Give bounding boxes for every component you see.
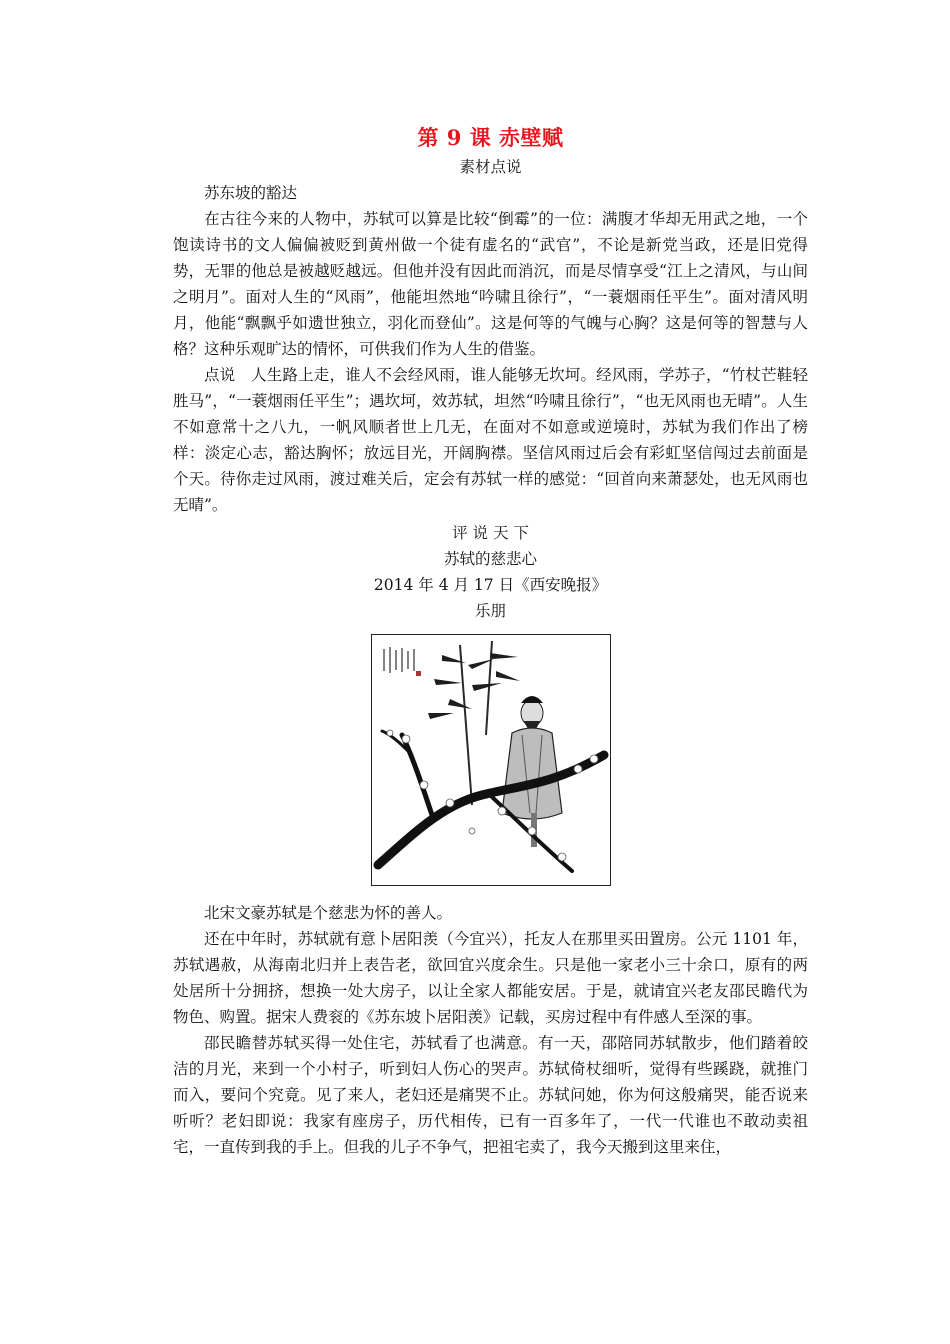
- lesson-title: 第 9 课 赤壁赋: [417, 125, 564, 150]
- article-title: 苏轼的慈悲心: [443, 550, 537, 568]
- article-source: 2014 年 4 月 17 日《西安晚报》: [373, 576, 608, 594]
- ink-painting-su-shi-icon: [371, 634, 611, 886]
- document-content: [173, 124, 808, 1160]
- article-paragraph: 北宋文豪苏轼是个慈悲为怀的善人。: [204, 904, 453, 922]
- section-material-heading: 素材点说: [459, 158, 522, 176]
- comment-text: 人生路上走，谁人不会经风雨，谁人能够无坎坷。经风雨，学苏子，“竹杖芒鞋轻胜马”，“一蓑烟雨任平生”；遇坎坷，效苏轼，坦然“吟啸且徐行”，“也无风雨也无晴”。人生不如意常十之八九，一帆风顺者世上几无，在面对不如意或逆境时，苏轼为我们作出了榜样：淡定心志，豁达胸怀；放远目光，开阔胸襟。坚信风雨过后会有彩虹坚信闯过去前面是个天。待你走过风雨，渡过难关后，定会有苏轼一样的感觉：“回首向来萧瑟处，也无风雨也无晴”。: [173, 366, 808, 514]
- article-figure: [173, 634, 808, 886]
- comment-label: 点说: [204, 366, 236, 384]
- article-paragraph: 还在中年时，苏轼就有意卜居阳羡（今宜兴），托友人在那里买田置房。公元 1101 年，苏轼遇赦，从海南北归并上表告老，欲回宜兴度余生。只是他一家老小三十余口，原有的两处居所十分拥挤，想换一处大房子，以让全家人都能安居。于是，就请宜兴老友邵民瞻代为物色、购置。据宋人费衮的《苏东坡卜居阳羡》记载，买房过程中有件感人至深的事。: [173, 930, 808, 1026]
- article-paragraph: 邵民瞻替苏轼买得一处住宅，苏轼看了也满意。有一天，邵陪同苏轼散步，他们踏着皎洁的月光，来到一个小村子，听到妇人伤心的哭声。苏轼倚杖细听，觉得有些蹊跷，就推门而入，要问个究竟。见了来人，老妇还是痛哭不止。苏轼问她，你为何这般痛哭，能否说来听听？老妇即说：我家有座房子，历代相传，已有一百多年了，一代一代谁也不敢动卖祖宅，一直传到我的手上。但我的儿子不争气，把祖宅卖了，我今天搬到这里来住，: [173, 1034, 808, 1156]
- material-paragraph: 在古往今来的人物中，苏轼可以算是比较“倒霉”的一位：满腹才华却无用武之地，一个饱读诗书的文人偏偏被贬到黄州做一个徒有虚名的“武官”，不论是新党当政，还是旧党得势，无罪的他总是被越贬越远。但他并没有因此而消沉，而是尽情享受“江上之清风，与山间之明月”。面对人生的“风雨”，他能坦然地“吟啸且徐行”，“一蓑烟雨任平生”。面对清风明月，他能“飘飘乎如遗世独立，羽化而登仙”。这是何等的气魄与心胸？这是何等的智慧与人格？这种乐观旷达的情怀，可供我们作为人生的借鉴。: [173, 210, 808, 358]
- article-author: 乐朋: [474, 602, 506, 620]
- section-review-heading: 评 说 天 下: [452, 524, 529, 542]
- comment-paragraph: [173, 362, 808, 518]
- material-title: 苏东坡的豁达: [204, 184, 298, 202]
